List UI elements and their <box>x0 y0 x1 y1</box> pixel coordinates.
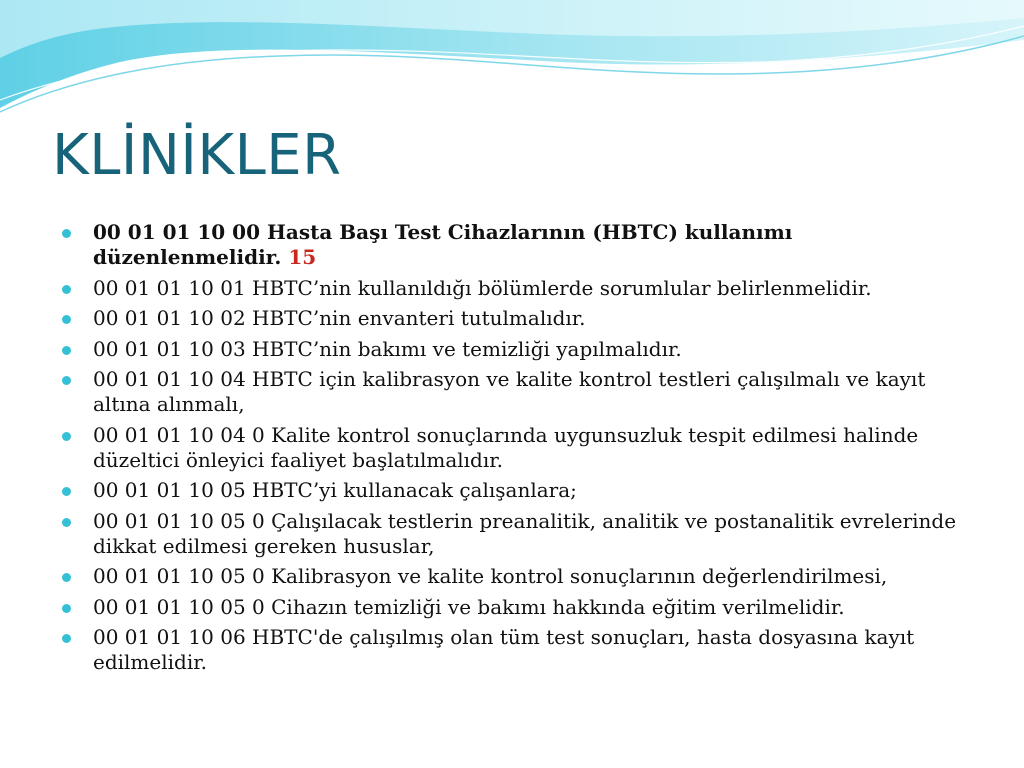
bullet-dot-icon <box>62 229 71 238</box>
bullet-dot-icon <box>62 634 71 643</box>
reference-number: 15 <box>288 245 317 269</box>
bullet-dot-icon <box>62 315 71 324</box>
list-item-text: 00 01 01 10 04 HBTC için kalibrasyon ve kalite kontrol testleri çalışılmalı ve kayıt altına alınmalı, <box>93 367 926 416</box>
list-item <box>62 306 982 331</box>
list-item-text: 00 01 01 10 04 0 Kalite kontrol sonuçlarında uygunsuzluk tespit edilmesi halinde düzeltici önleyici faaliyet başlatılmalıdır. <box>93 422 919 472</box>
bullet-dot-icon <box>62 487 71 496</box>
list-item <box>62 595 982 620</box>
list-item <box>62 423 982 473</box>
bullet-dot-icon <box>62 432 71 441</box>
list-item-text: 00 01 01 10 02 HBTC’nin envanteri tutulmalıdır. <box>93 306 586 330</box>
bullet-list <box>62 220 982 681</box>
bullet-dot-icon <box>62 604 71 613</box>
list-item <box>62 367 982 417</box>
list-item-text: 00 01 01 10 03 HBTC’nin bakımı ve temizliği yapılmalıdır. <box>93 336 682 361</box>
list-item-text: 00 01 01 10 05 HBTC’yi kullanacak çalışanlara; <box>93 478 577 502</box>
slide-title: KLİNİKLER <box>52 123 342 188</box>
list-item <box>62 509 982 559</box>
list-item-text: 00 01 01 10 05 0 Cihazın temizliği ve bakımı hakkında eğitim verilmelidir. <box>93 594 845 619</box>
list-item-text: 00 01 01 10 05 0 Kalibrasyon ve kalite kontrol sonuçlarının değerlendirilmesi, <box>93 564 888 588</box>
list-item-text: 00 01 01 10 01 HBTC’nin kullanıldığı bölümlerde sorumlular belirlenmelidir. <box>93 275 872 300</box>
header-wave-decoration <box>0 0 1024 120</box>
list-item <box>62 220 982 270</box>
list-item-text: 00 01 01 10 06 HBTC'de çalışılmış olan tüm test sonuçları, hasta dosyasına kayıt edilmelidir. <box>93 625 915 674</box>
list-item <box>62 625 982 675</box>
bullet-dot-icon <box>62 346 71 355</box>
bullet-dot-icon <box>62 573 71 582</box>
list-item <box>62 276 982 301</box>
bullet-dot-icon <box>62 518 71 527</box>
list-item <box>62 337 982 362</box>
list-item-text: 00 01 01 10 00 Hasta Başı Test Cihazlarının (HBTC) kullanımı düzenlenmelidir. <box>93 220 793 269</box>
list-item-text: 00 01 01 10 05 0 Çalışılacak testlerin preanalitik, analitik ve postanalitik evrelerinde dikkat edilmesi gereken hususlar, <box>93 508 957 558</box>
list-item <box>62 478 982 503</box>
bullet-dot-icon <box>62 376 71 385</box>
list-item <box>62 564 982 589</box>
bullet-dot-icon <box>62 285 71 294</box>
